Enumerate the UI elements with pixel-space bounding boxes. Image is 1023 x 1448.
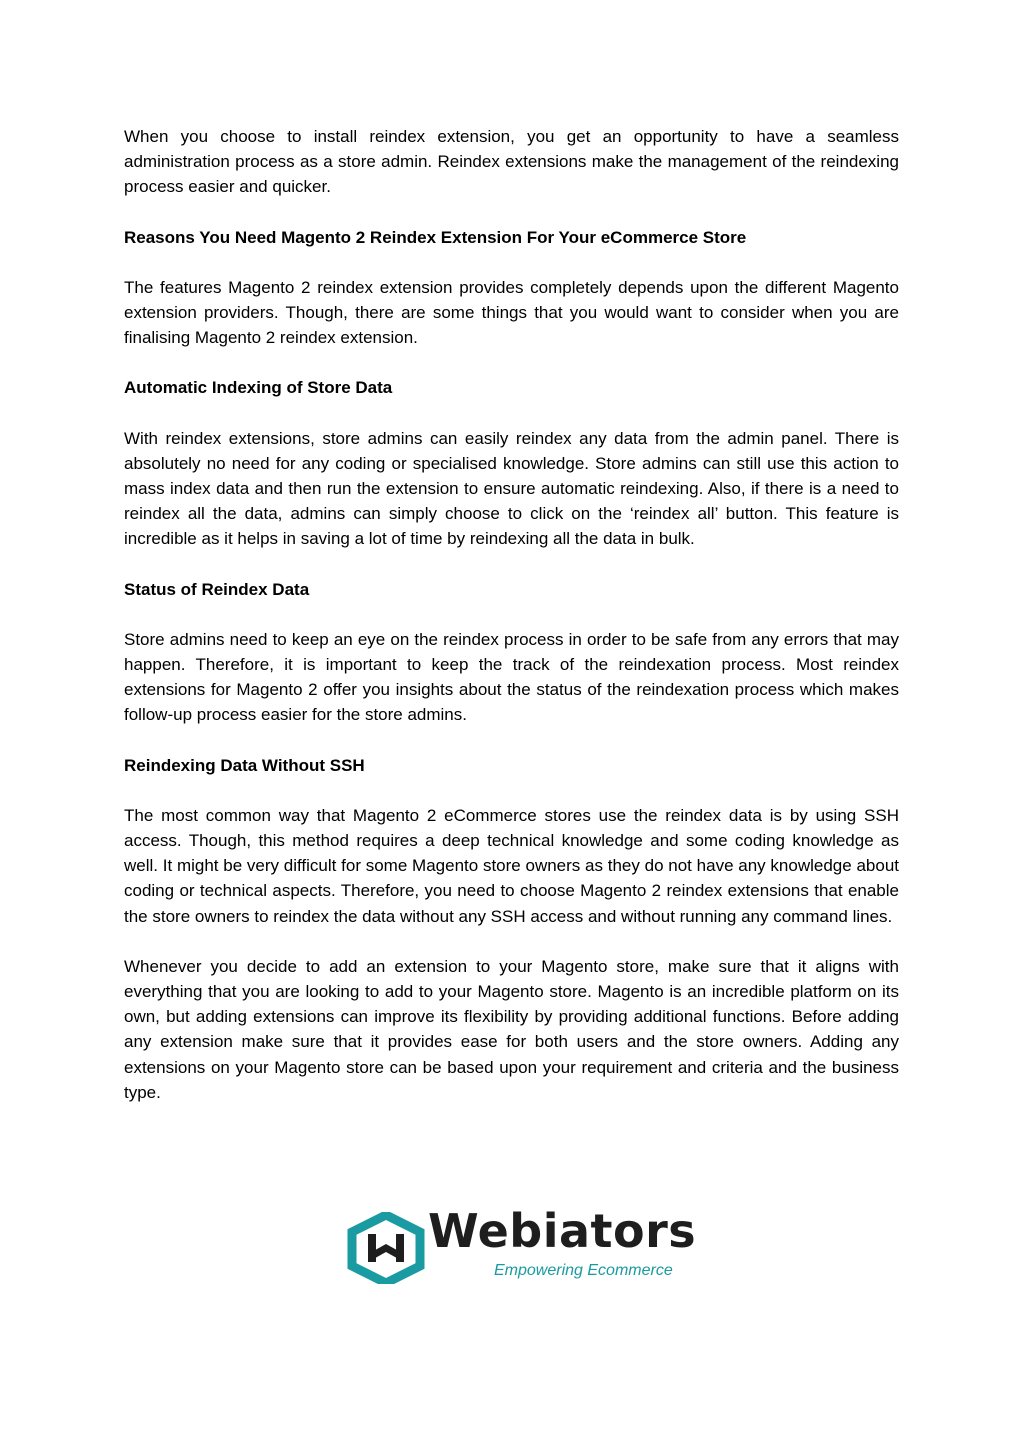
heading-status: Status of Reindex Data bbox=[124, 579, 310, 599]
paragraph-automatic-indexing: With reindex extensions, store admins can easily reindex any data from the admin panel. There is absolutely no need for any coding or specialised knowledge. Store admins can still use this action to mass index data and then run the extension to ensure automatic reindexing. Also, if there is a need to reindex all the data, admins can simply choose to click on the ‘reindex all’ button. This feature is incredible as it helps in saving a lot of time by reindexing all the data in bulk. bbox=[124, 428, 899, 549]
logo-wordmark: Webiators bbox=[428, 1204, 697, 1258]
logo-tagline: Empowering Ecommerce bbox=[494, 1262, 673, 1279]
paragraph-intro: When you choose to install reindex extension, you get an opportunity to have a seamless administration process as a store admin. Reindex extensions make the management of the reindexing process easier and quicker. bbox=[124, 127, 899, 197]
document-body bbox=[124, 124, 899, 1130]
paragraph-features: The features Magento 2 reindex extension provides completely depends upon the different Magento extension providers. Though, there are some things that you would want to consider when you are finalising Magento 2 reindex extension. bbox=[124, 277, 899, 348]
paragraph-status: Store admins need to keep an eye on the reindex process in order to be safe from any errors that may happen. Therefore, it is important to keep the track of the reindexation process. Most reindex extensions for Magento 2 offer you insights about the status of the reindexation process which makes follow-up process easier for the store admins. bbox=[124, 629, 899, 725]
hexagon-w-logo-icon bbox=[346, 1212, 426, 1284]
heading-without-ssh: Reindexing Data Without SSH bbox=[124, 755, 365, 775]
paragraph-conclusion: Whenever you decide to add an extension to your Magento store, make sure that it aligns with everything that you are looking to add to your Magento store. Magento is an incredible platform on its own, but adding extensions can improve its flexibility by providing additional functions. Before adding any extension make sure that it provides ease for both users and the store owners. Adding any extensions on your Magento store can be based upon your requirement and criteria and the business type. bbox=[124, 956, 899, 1102]
webiators-logo bbox=[346, 1204, 697, 1286]
heading-automatic-indexing: Automatic Indexing of Store Data bbox=[124, 378, 393, 398]
heading-reasons: Reasons You Need Magento 2 Reindex Extension For Your eCommerce Store bbox=[124, 227, 747, 247]
paragraph-without-ssh: The most common way that Magento 2 eCommerce stores use the reindex data is by using SSH access. Though, this method requires a deep technical knowledge and some coding knowledge as well. It might be very difficult for some Magento store owners as they do not have any knowledge about coding or technical aspects. Therefore, you need to choose Magento 2 reindex extensions that enable the store owners to reindex the data without any SSH access and without running any command lines. bbox=[124, 805, 899, 926]
